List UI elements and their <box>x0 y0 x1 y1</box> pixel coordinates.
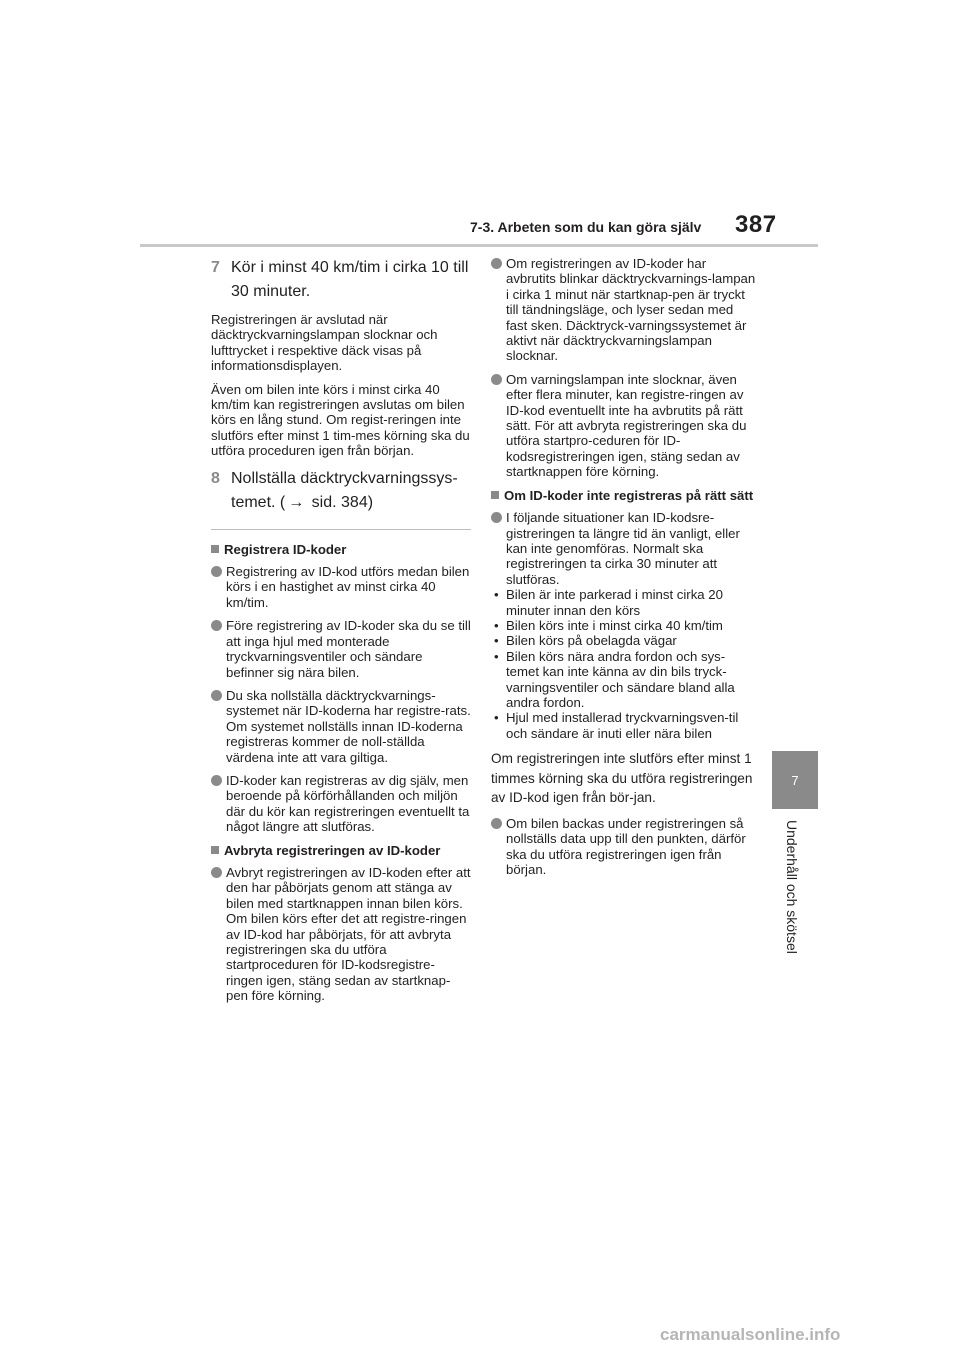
bullet-item <box>211 688 471 765</box>
step-text-after: sid. 384) <box>307 493 374 511</box>
bullet-text: Registrering av ID-kod utförs medan bilen körs i en hastighet av minst cirka 40 km/tim. <box>226 564 470 610</box>
list-item-text: Hjul med installerad tryckvarningsven-til och sändare är inuti eller nära bilen <box>506 710 739 741</box>
bullet-item <box>211 564 471 610</box>
bullet-text: Om varningslampan inte slocknar, även efter flera minuter, kan registre-ringen av ID-kod eventuellt inte ha avbrutits på rätt sätt. För att avbryta registreringen ska du utföra startpro-ceduren för ID-kodsregistreringen igen, stäng sedan av startknappen före körning. <box>506 371 747 480</box>
chapter-tab[interactable] <box>772 751 818 809</box>
sub-list <box>491 587 757 741</box>
list-item-text: Bilen körs nära andra fordon och sys-temet kan inte känna av din bils tryck-varningsventiler och sändare bland alla andra fordon. <box>506 648 735 710</box>
list-item <box>491 710 757 741</box>
list-item <box>491 633 757 648</box>
list-item <box>491 649 757 711</box>
step-text: Kör i minst 40 km/tim i cirka 10 till 30 minuter. <box>231 259 469 300</box>
section-heading <box>211 542 471 557</box>
bullet-text: Om bilen backas under registreringen så nollställs data upp till den punkten, därför ska du utföra registreringen igen från början. <box>506 815 746 878</box>
step-7 <box>211 256 471 304</box>
left-column <box>211 256 471 1012</box>
list-item-text: Bilen körs inte i minst cirka 40 km/tim <box>506 617 723 633</box>
list-item <box>491 587 757 618</box>
circle-bullet-icon <box>211 620 222 631</box>
step-number: 8 <box>211 469 220 487</box>
dot-marker: • <box>494 710 499 726</box>
paragraph: Även om bilen inte körs i minst cirka 40 km/tim kan registreringen avslutas om bilen körs en lång stund. Om regist-reringen inte slutförs efter minst 1 tim-mes körning ska du utföra proceduren igen från början. <box>211 381 470 459</box>
step-text <box>231 467 471 515</box>
heading-text: Om ID-koder inte registreras på rätt sätt <box>504 487 754 503</box>
dot-marker: • <box>494 617 499 633</box>
bullet-text: Du ska nollställa däcktryckvarnings-systemet när ID-koderna har registre-rats. Om systemet nollställs innan ID-koderna registreras kommer de noll-ställda värdena inte att vara giltiga. <box>226 687 471 765</box>
heading-text: Avbryta registreringen av ID-koder <box>224 842 441 858</box>
square-bullet-icon <box>491 491 499 499</box>
dot-marker: • <box>494 633 499 649</box>
bullet-text-part: Om bilen körs efter det att registre-ringen av ID-kod har påbörjats, för att avbryta registreringen ska du utföra startproceduren för ID-kodsregistre-ringen igen, stäng sedan av startknap-pen före körning. <box>226 911 467 1004</box>
bullet-text: I följande situationer kan ID-kodsre-gistreringen ta längre tid än vanligt, eller kan inte genomföras. Normalt ska registreringen ta cirka 30 minuter att slutföras. <box>506 510 740 587</box>
circle-bullet-icon <box>491 374 502 385</box>
section-heading <box>491 488 757 503</box>
bullet-item <box>491 256 757 364</box>
square-bullet-icon <box>211 545 219 553</box>
step-number: 7 <box>211 259 220 276</box>
circle-bullet-icon <box>491 258 502 269</box>
section-heading <box>211 843 471 858</box>
right-column <box>491 256 757 886</box>
page-header-title: 7-3. Arbeten som du kan göra själv <box>470 219 702 235</box>
circle-bullet-icon <box>211 690 222 701</box>
bullet-text <box>226 865 471 1004</box>
chapter-number: 7 <box>791 772 799 788</box>
bullet-item <box>491 816 757 878</box>
list-item-text: Bilen körs på obelagda vägar <box>506 633 677 649</box>
list-item <box>491 618 757 633</box>
bullet-item <box>491 510 757 587</box>
circle-bullet-icon <box>491 512 502 523</box>
watermark: carmanualsonline.info <box>660 1325 841 1344</box>
chapter-label: Underhåll och skötsel <box>784 820 800 954</box>
circle-bullet-icon <box>211 566 222 577</box>
list-item-text: Bilen är inte parkerad i minst cirka 20 minuter innan den körs <box>506 587 723 618</box>
step-text-before: Nollställa däcktryckvarningssys-temet. ( <box>231 469 458 511</box>
header-rule <box>140 244 818 247</box>
dot-marker: • <box>494 587 499 603</box>
page-number: 387 <box>735 211 777 238</box>
bullet-item <box>211 773 471 835</box>
arrow-icon: → <box>288 493 305 511</box>
bullet-text: Om registreringen av ID-koder har avbrutits blinkar däcktryckvarnings-lampan i cirka 1 minut när startknap-pen är tryckt till tändningsläge, och lyser sedan med fast sken. Däcktryck-varningssystemet är aktivt när däcktryckvarningslampan slocknar. <box>506 256 756 364</box>
circle-bullet-icon <box>211 775 222 786</box>
section-divider <box>211 529 471 530</box>
paragraph: Registreringen är avslutad när däcktryckvarningslampan slocknar och lufttrycket i respektive däck visas på informationsdisplayen. <box>211 312 438 374</box>
bullet-item <box>211 865 471 1004</box>
circle-bullet-icon <box>211 867 222 878</box>
heading-text: Registrera ID-koder <box>224 541 347 557</box>
paragraph: Om registreringen inte slutförs efter minst 1 timmes körning ska du utföra registreringen av ID-kod igen från bör-jan. <box>491 751 753 806</box>
step-8 <box>211 467 471 515</box>
square-bullet-icon <box>211 846 219 854</box>
bullet-text: Före registrering av ID-koder ska du se till att inga hjul med monterade tryckvarningsventiler och sändare befinner sig nära bilen. <box>226 618 471 680</box>
dot-marker: • <box>494 648 499 664</box>
circle-bullet-icon <box>491 818 502 829</box>
bullet-text: ID-koder kan registreras av dig själv, men beroende på körförhållanden och miljön där du kör kan registreringen eventuellt ta något längre att slutföras. <box>226 772 470 835</box>
bullet-item <box>491 372 757 480</box>
bullet-item <box>211 618 471 680</box>
bullet-text-part: Avbryt registreringen av ID-koden efter att den har påbörjats genom att stänga av bilen med startknappen innan bilen körs. <box>226 864 471 911</box>
